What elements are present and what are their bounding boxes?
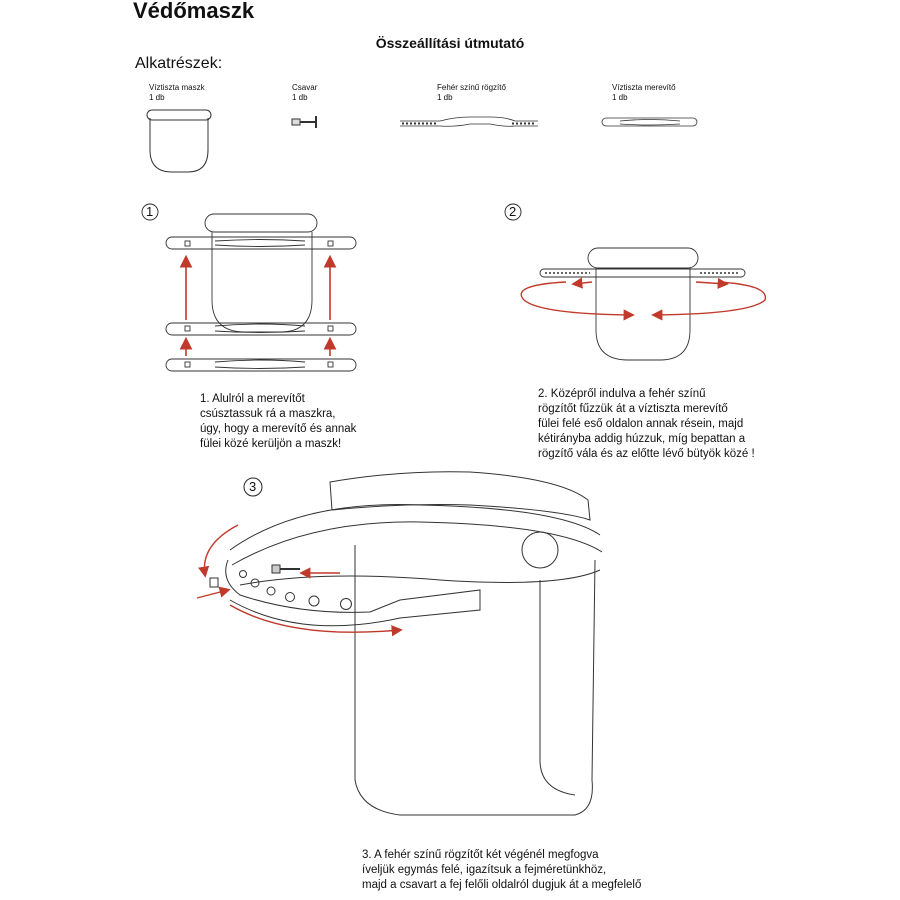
part-name: Víztiszta merevítő	[612, 83, 676, 92]
part-name: Víztiszta maszk	[149, 83, 205, 92]
step-3-line: íveljük egymás felé, igazítsuk a fejméretünkhöz,	[362, 864, 607, 876]
step-3-line: 3. A fehér színű rögzítőt két végénél megfogva	[362, 849, 599, 861]
step-1-instructions	[200, 392, 356, 452]
screw-part-drawing	[292, 116, 316, 128]
step-1-line: úgy, hogy a merevítő és annak	[200, 423, 357, 435]
step-2-line: fülei felé eső oldalon annak résein, majd	[538, 418, 744, 430]
step-1-line: csúsztassuk rá a maszkra,	[200, 408, 336, 420]
step-2-number: 2	[509, 204, 517, 219]
part-qty: 1 db	[437, 93, 453, 102]
step-3-line: majd a csavart a fej felőli oldalról dugjuk át a megfelelő	[362, 879, 642, 891]
part-qty: 1 db	[292, 93, 308, 102]
document-subtitle: Összeállítási útmutató	[375, 35, 525, 51]
step-1-drawing	[142, 204, 356, 371]
part-name: Fehér színű rögzítő	[437, 83, 506, 92]
step-1-number: 1	[146, 204, 154, 219]
step-1-line: fülei közé kerüljön a maszk!	[200, 438, 342, 450]
mask-part-drawing	[147, 110, 211, 172]
stiffener-part-drawing	[602, 118, 697, 126]
step-3-instructions	[362, 848, 641, 893]
step-2-instructions	[538, 387, 755, 462]
part-name: Csavar	[292, 83, 318, 92]
step-1-line: 1. Alulról a merevítőt	[200, 393, 305, 405]
step-2-drawing	[505, 204, 765, 360]
step-3-number: 3	[249, 479, 257, 494]
step-2-line: rögzítő vála és az előtte lévő bütyök közé !	[538, 448, 755, 460]
step-3-drawing	[197, 472, 602, 815]
parts-heading: Alkatrészek:	[135, 55, 223, 72]
step-2-line: rögzítőt fűzzük át a víztiszta merevítő	[538, 403, 728, 415]
step-2-line: kétirányba addig húzzuk, míg bepattan a	[538, 433, 746, 445]
step-2-line: 2. Középről indulva a fehér színű	[538, 388, 706, 400]
part-qty: 1 db	[612, 93, 628, 102]
fastener-part-drawing	[400, 117, 538, 126]
part-qty: 1 db	[149, 93, 165, 102]
document-title: Védőmaszk	[133, 0, 255, 23]
